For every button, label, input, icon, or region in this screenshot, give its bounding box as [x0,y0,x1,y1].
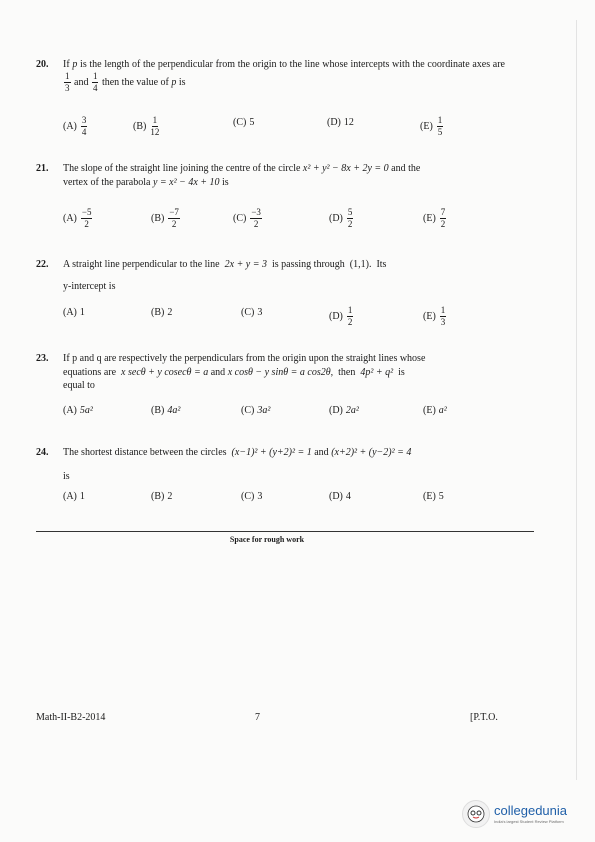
option-c: (C) 5 [233,117,255,128]
mascot-icon [462,800,490,828]
option-e: (E) 5 [423,491,444,502]
option-d: (D) 2a² [329,405,359,416]
option-e: (E) $\frac{7}{2}$ [423,207,446,229]
question-text: The slope of the straight line joining the centre of the circle x² + y² − 8x + 2y = 0 and the vertex of the parabola y = x² − 4x + 10 is [63,163,421,188]
option-b: (B) 2 [151,307,173,318]
option-a: (A) $\frac{-5}{2}$ [63,207,92,229]
option-a: (A) 1 [63,491,85,502]
question-24 [36,446,505,516]
option-c: (C) 3 [241,491,263,502]
paper-code: Math-II-B2-2014 [36,712,106,723]
option-c: (C) 3 [241,307,263,318]
option-a: (A) 5a² [63,405,93,416]
option-b: (B) 4a² [151,405,181,416]
option-d: (D) 4 [329,491,351,502]
question-text: The shortest distance between the circles (x−1)² + (y+2)² = 1 and (x+2)² + (y−2)² = 4 is [63,447,412,482]
option-e: (E) a² [423,405,447,416]
option-c: (C) $\frac{-3}{2}$ [233,207,261,229]
question-23 [36,352,505,432]
option-a: (A) 1 [63,307,85,318]
option-d: (D) $\frac{1}{2}$ [329,305,353,327]
page-number: 7 [255,712,260,723]
question-number: 22. [36,259,49,270]
question-number: 24. [36,447,49,458]
option-c: (C) 3a² [241,405,271,416]
rough-work-label: Space for rough work [229,535,305,544]
question-number: 20. [36,59,49,70]
question-number: 23. [36,353,49,364]
fraction: $\frac{1}{4}$ [92,70,98,93]
options-row [63,208,505,232]
option-a: (A) $\frac{3}{4}$ [63,115,87,137]
option-b: (B) 2 [151,491,173,502]
option-e: (E) $\frac{1}{5}$ [420,115,443,137]
collegedunia-logo [462,794,592,834]
pto-label: [P.T.O. [470,712,498,723]
fraction: $\frac{1}{3}$ [65,70,70,93]
logo-name: collegedunia [494,803,568,818]
option-b: (B) $\frac{-7}{2}$ [151,207,179,229]
divider-line [36,531,534,532]
question-text: If p is the length of the perpendicular from the origin to the line whose intercepts with the coordinate axes are $\frac{1}{3}$ and $\frac{1}{4}$ then the value of p is [63,59,505,93]
options-row [63,490,505,514]
option-d: (D) 12 [327,117,354,128]
question-number: 21. [36,163,49,174]
question-text: If p and q are respectively the perpendiculars from the origin upon the straight lines whose equations are x secθ + y cosecθ = a and x cosθ − y sinθ = a cos2θ, then 4p² + q² is equal to [63,353,426,391]
options-row [63,116,505,140]
question-text: A straight line perpendicular to the line 2x + y = 3 is passing through (1,1). Its y-intercept is [63,259,387,292]
option-d: (D) $\frac{5}{2}$ [329,207,353,229]
option-b: (B) $\frac{1}{12}$ [133,115,160,137]
logo-tagline: India's largest Student Review Platform [494,819,564,824]
question-21 [36,162,505,242]
options-row [63,306,505,330]
option-e: (E) $\frac{1}{3}$ [423,305,446,327]
question-20 [36,58,505,158]
options-row [63,404,505,428]
page-edge-shadow [576,20,577,780]
question-22 [36,258,505,338]
